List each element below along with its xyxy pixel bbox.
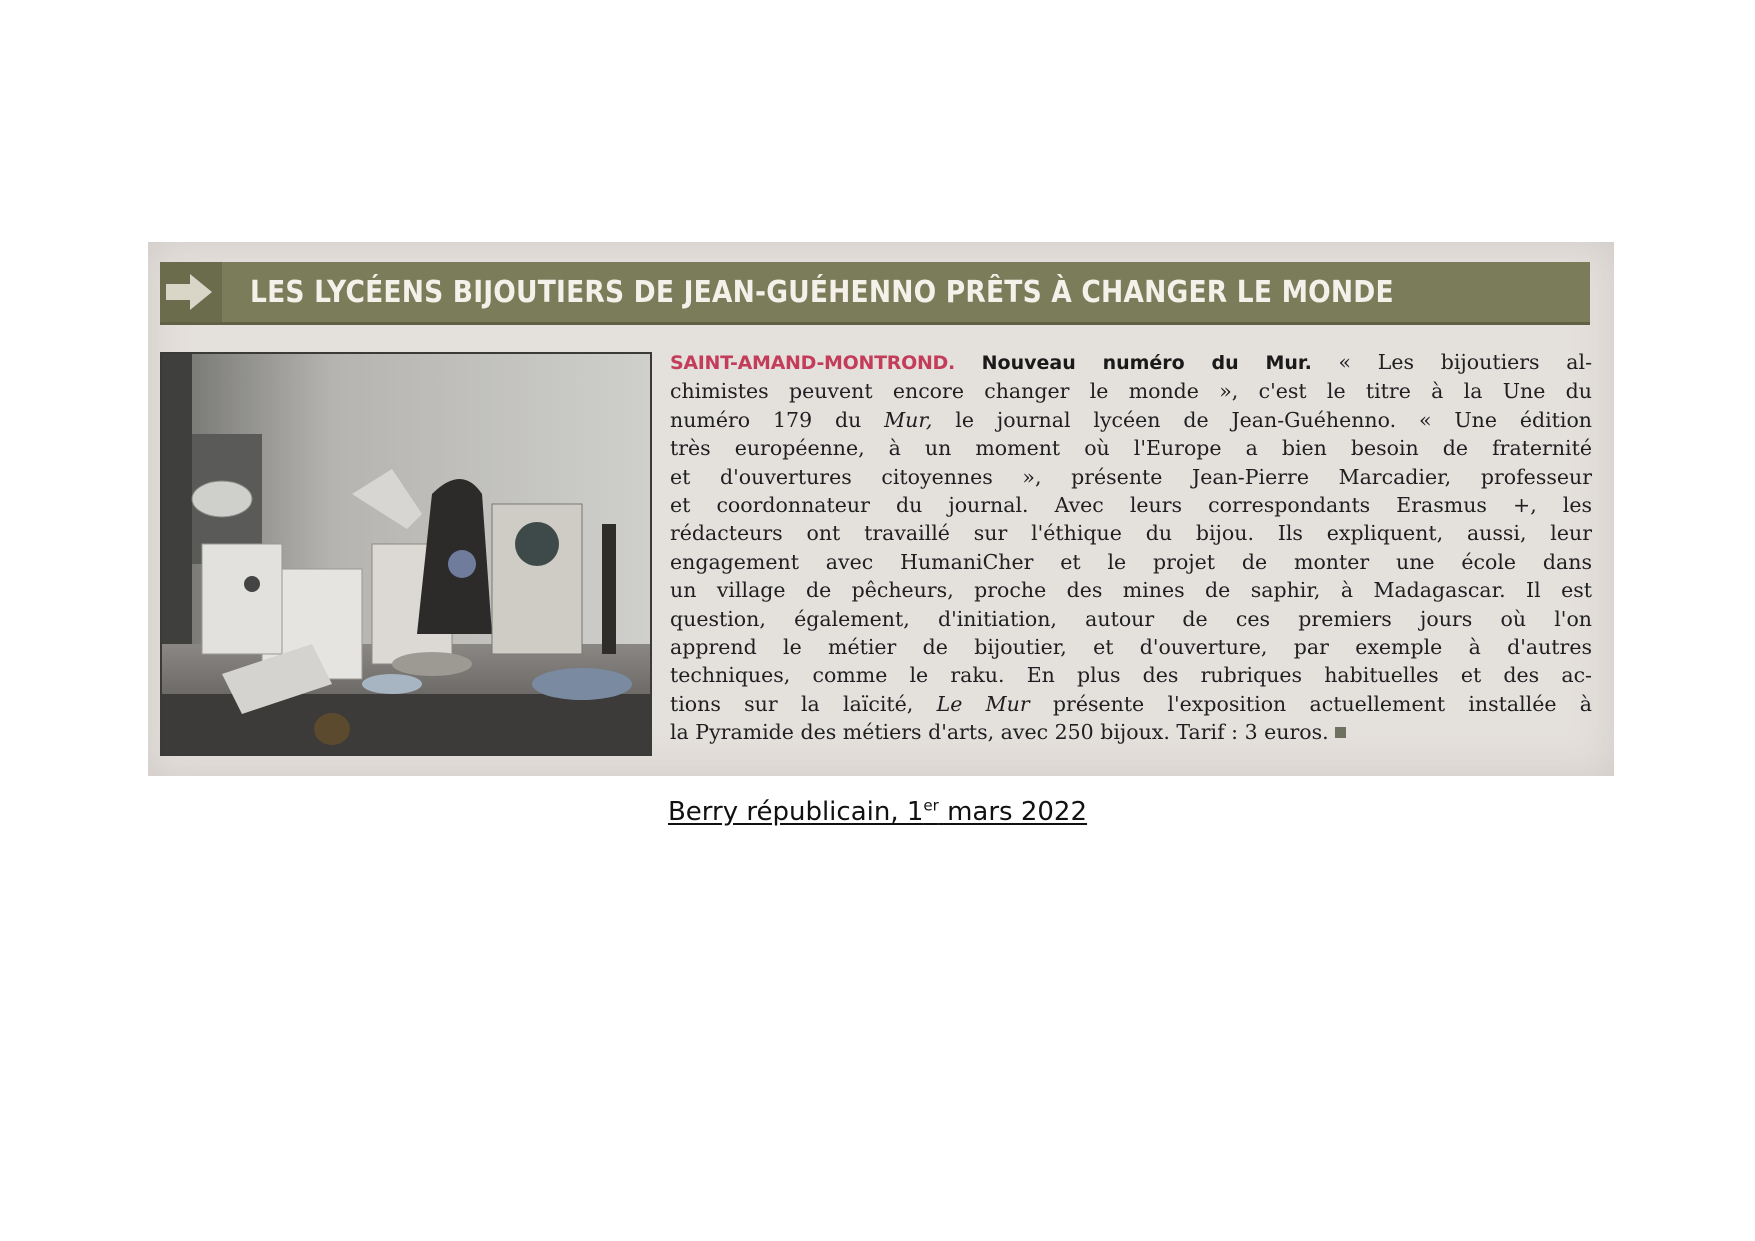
article-body: [670, 348, 1592, 747]
article-line: apprend le métier de bijoutier, et d'ouverture, par exemple à d'autres: [670, 635, 1592, 660]
source-caption: Berry républicain, 1er mars 2022: [667, 796, 1088, 827]
article-line: un village de pêcheurs, proche des mines de saphir, à Madagascar. Il est: [670, 578, 1592, 603]
newspaper-clipping: [148, 242, 1614, 776]
arrow-icon: [160, 262, 222, 322]
headline: LES LYCÉENS BIJOUTIERS DE JEAN-GUÉHENNO PRÊTS À CHANGER LE MONDE: [250, 275, 1394, 310]
article-line: tions sur la laïcité, Le Mur présente l'exposition actuellement installée à: [670, 691, 1592, 716]
lead-in: Nouveau numéro du Mur.: [981, 352, 1312, 374]
article-line: la Pyramide des métiers d'arts, avec 250 bijoux. Tarif : 3 euros.: [670, 718, 1592, 746]
jewelry-display-photo: [160, 352, 652, 756]
article-line: engagement avec HumaniCher et le projet de monter une école dans: [670, 549, 1592, 574]
headline-bar: [160, 262, 1590, 325]
article-line: et d'ouvertures citoyennes », présente Jean-Pierre Marcadier, professeur: [670, 464, 1592, 489]
article-line: question, également, d'initiation, autour de ces premiers jours où l'on: [670, 606, 1592, 631]
article-line: rédacteurs ont travaillé sur l'éthique du bijou. Ils expliquent, aussi, leur: [670, 521, 1592, 546]
article-line: très européenne, à un moment où l'Europe a bien besoin de fraternité: [670, 436, 1592, 461]
place-name: SAINT-AMAND-MONTROND.: [670, 352, 955, 374]
end-of-article-icon: [1335, 727, 1346, 738]
article-line: techniques, comme le raku. En plus des rubriques habituelles et des ac-: [670, 663, 1592, 688]
article-line: chimistes peuvent encore changer le monde », c'est le titre à la Une du: [670, 379, 1592, 404]
article-line: et coordonnateur du journal. Avec leurs correspondants Erasmus +, les: [670, 493, 1592, 518]
article-line: SAINT-AMAND-MONTROND. Nouveau numéro du Mur. « Les bijoutiers al-: [670, 350, 1592, 374]
article-line: numéro 179 du Mur, le journal lycéen de Jean-Guéhenno. « Une édition: [670, 407, 1592, 432]
